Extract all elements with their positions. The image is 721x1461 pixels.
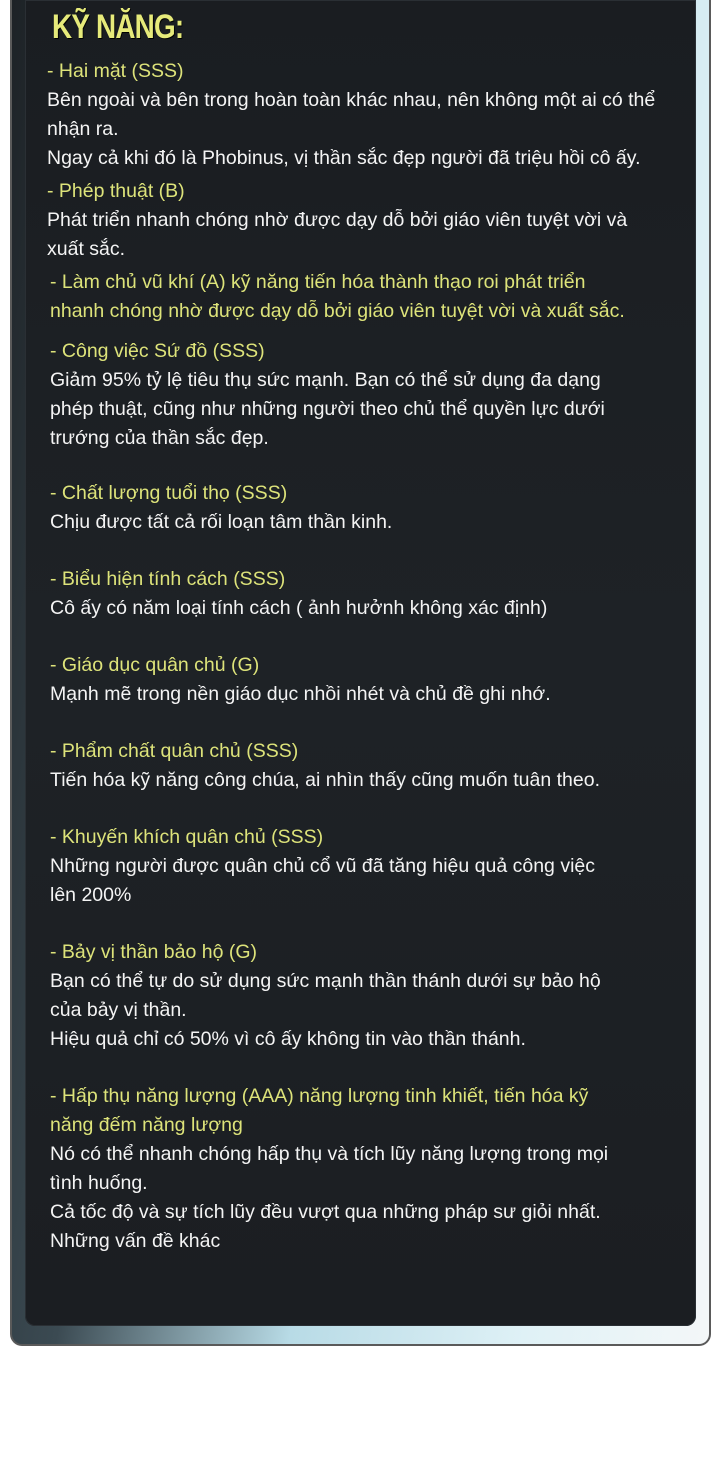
skill-desc-line: Cả tốc độ và sự tích lũy đều vượt qua những pháp sư giỏi nhất.	[50, 1201, 601, 1223]
skill-name-continued: nhanh chóng nhờ được dạy dỗ bởi giáo viên tuyệt vời và xuất sắc.	[50, 300, 625, 322]
skill-desc-line: Nó có thể nhanh chóng hấp thụ và tích lũy năng lượng trong mọi	[50, 1143, 609, 1165]
skill-name: - Công việc Sứ đồ (SSS)	[50, 340, 265, 362]
skill-item	[47, 268, 677, 326]
skill-desc-line: phép thuật, cũng như những người theo chủ thể quyền lực dưới	[50, 398, 605, 420]
skill-name: - Bảy vị thần bảo hộ (G)	[50, 941, 258, 963]
skill-name: - Làm chủ vũ khí (A) kỹ năng tiến hóa thành thạo roi phát triển	[50, 271, 586, 293]
skill-item	[47, 337, 677, 453]
skill-item	[47, 938, 677, 1054]
skill-name: - Hai mặt (SSS)	[47, 60, 184, 82]
skill-item	[47, 57, 677, 173]
skill-desc-line: Cô ấy có năm loại tính cách ( ảnh hưởnh không xác định)	[50, 597, 548, 619]
skill-name-continued: năng đếm năng lượng	[50, 1114, 243, 1136]
skill-name: - Khuyến khích quân chủ (SSS)	[50, 826, 324, 848]
skill-desc-line: Những người được quân chủ cổ vũ đã tăng hiệu quả công việc	[50, 855, 596, 877]
skill-desc-line: Những vấn đề khác	[50, 1230, 221, 1252]
skill-desc-line: nhận ra.	[47, 118, 119, 140]
skill-desc-line: lên 200%	[50, 884, 132, 906]
skill-desc-line: trướng của thần sắc đẹp.	[50, 427, 269, 449]
skill-item	[47, 737, 677, 795]
skill-item	[47, 651, 677, 709]
skill-desc-line: của bảy vị thần.	[50, 999, 187, 1021]
skill-item	[47, 1082, 677, 1256]
skill-desc-line: Mạnh mẽ trong nền giáo dục nhồi nhét và chủ đề ghi nhớ.	[50, 683, 551, 705]
skill-item	[47, 823, 677, 910]
skill-desc-line: Chịu được tất cả rối loạn tâm thần kinh.	[50, 511, 393, 533]
skills-list	[47, 57, 677, 1256]
skill-item	[47, 177, 677, 264]
panel-title: KỸ NĂNG:	[52, 8, 184, 46]
skill-item	[47, 479, 677, 537]
skill-desc-line: Hiệu quả chỉ có 50% vì cô ấy không tin vào thần thánh.	[50, 1028, 526, 1050]
skill-desc-line: Bên ngoài và bên trong hoàn toàn khác nhau, nên không một ai có thể	[47, 89, 656, 111]
skill-name: - Phẩm chất quân chủ (SSS)	[50, 740, 299, 762]
skill-name: - Biểu hiện tính cách (SSS)	[50, 568, 286, 590]
skill-name: - Phép thuật (B)	[47, 180, 185, 202]
skill-name: - Hấp thụ năng lượng (AAA) năng lượng tinh khiết, tiến hóa kỹ	[50, 1085, 589, 1107]
skill-desc-line: tình huống.	[50, 1172, 148, 1194]
skill-name: - Giáo dục quân chủ (G)	[50, 654, 260, 676]
skill-desc-line: xuất sắc.	[47, 238, 126, 260]
skill-item	[47, 565, 677, 623]
skill-desc-line: Giảm 95% tỷ lệ tiêu thụ sức mạnh. Bạn có thể sử dụng đa dạng	[50, 369, 601, 391]
skill-name: - Chất lượng tuổi thọ (SSS)	[50, 482, 288, 504]
skill-desc-line: Phát triển nhanh chóng nhờ được dạy dỗ bởi giáo viên tuyệt vời và	[47, 209, 628, 231]
skill-desc-line: Ngay cả khi đó là Phobinus, vị thần sắc đẹp người đã triệu hồi cô ấy.	[47, 147, 641, 169]
skill-desc-line: Bạn có thể tự do sử dụng sức mạnh thần thánh dưới sự bảo hộ	[50, 970, 601, 992]
skill-desc-line: Tiến hóa kỹ năng công chúa, ai nhìn thấy cũng muốn tuân theo.	[50, 769, 600, 791]
